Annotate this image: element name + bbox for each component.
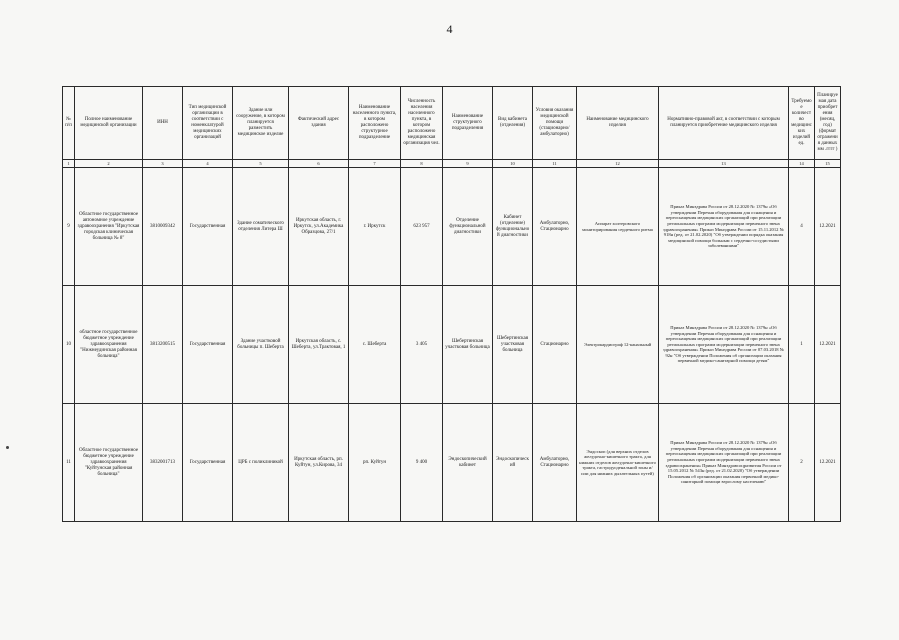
column-header: Условия оказания медицинской помощи (стационарно/амбулаторно) bbox=[533, 87, 577, 160]
column-number: 11 bbox=[533, 160, 577, 168]
device-cell: Электрокардиограф 12-канальный bbox=[577, 286, 659, 404]
column-number: 5 bbox=[233, 160, 289, 168]
column-number: 4 bbox=[183, 160, 233, 168]
column-header: Тип медицинской организации в соответствии с номенклатурой медицинских организаций bbox=[183, 87, 233, 160]
column-number: 12 bbox=[577, 160, 659, 168]
column-number: 3 bbox=[143, 160, 183, 168]
subdivision-cell: Шебертинская участковая больница bbox=[443, 286, 493, 404]
settlement-cell: с. Шеберта bbox=[349, 286, 401, 404]
column-number: 7 bbox=[349, 160, 401, 168]
org-type-cell: Государственная bbox=[183, 286, 233, 404]
population-cell: 3 405 bbox=[401, 286, 443, 404]
table-row bbox=[63, 286, 841, 404]
legal-act-cell: Приказ Минздрава России от 28.12.2020 № 1379н «Об утверждении Перечня оборудования для оснащения и переоснащения медицинских организаций при реализации региональных программ модернизации первичного звена здравоохранения» Приказ Минздрава России от 15.11.2012 № 918н (ред. от 21.02.2020) "Об утверждении порядка оказания медицинской помощи больным с сердечно-сосудистыми заболеваниями" bbox=[659, 168, 789, 286]
device-cell: Эндоскоп (для верхних отделов желудочно-кишечного тракта, для нижних отделов желудочно-кишечного тракта, гастродуоденальной зоны и/или для нижних дыхательных путей) bbox=[577, 404, 659, 522]
settlement-cell: рп. Куйтун bbox=[349, 404, 401, 522]
org-type-cell: Государственная bbox=[183, 404, 233, 522]
organization-cell: Областное государственное автономное учреждение здравоохранения "Иркутская городская клиническая больница № 8" bbox=[75, 168, 143, 286]
column-header: Полное наименование медицинской организации bbox=[75, 87, 143, 160]
building-cell: ЦРБ с поликлиникой bbox=[233, 404, 289, 522]
column-number: 8 bbox=[401, 160, 443, 168]
column-header: Наименование структурного подразделения bbox=[443, 87, 493, 160]
legal-act-cell: Приказ Минздрава России от 28.12.2020 № 1379н «Об утверждении Перечня оборудования для оснащения и переоснащения медицинских организаций при реализации региональных программ модернизации первичного звена здравоохранения» Приказ Минздравсоцразвития России от 15.05.2012 № 543н (ред. от 21.02.2020) "Об утверждении Положения об организации оказания первичной медико-санитарной помощи взрослому населению" bbox=[659, 404, 789, 522]
date-cell: 12.2021 bbox=[815, 286, 841, 404]
scan-speck bbox=[6, 446, 9, 449]
org-type-cell: Государственная bbox=[183, 168, 233, 286]
building-cell: Здание соматического отделения Литера Ш bbox=[233, 168, 289, 286]
page-number: 4 bbox=[446, 22, 453, 36]
device-cell: Аппарат холтеровского мониторирования сердечного ритма bbox=[577, 168, 659, 286]
column-header: Наименование медицинского изделия bbox=[577, 87, 659, 160]
quantity-cell: 4 bbox=[789, 168, 815, 286]
column-header: Вид кабинета (отделения) bbox=[493, 87, 533, 160]
legal-act-cell: Приказ Минздрава России от 28.12.2020 № 1379н «Об утверждении Перечня оборудования для оснащения и переоснащения медицинских организаций при реализации региональных программ модернизации первичного звена здравоохранения» Приказ Минздрава России от 07.03.2018 № 92н "Об утверждении Положения об организации оказания первичной медико-санитарной помощи детям" bbox=[659, 286, 789, 404]
date-cell: 12.2021 bbox=[815, 168, 841, 286]
column-number: 6 bbox=[289, 160, 349, 168]
column-header: Нормативно-правовой акт, в соответствии с которым планируется приобретение медицинского изделия bbox=[659, 87, 789, 160]
table-column-numbers-row bbox=[63, 160, 841, 168]
conditions-cell: Амбулаторно, Стационарно bbox=[533, 404, 577, 522]
column-header: Планируемая дата приобретения (месяц, год) (формат отражения данных мм .гггг ) bbox=[815, 87, 841, 160]
column-number: 10 bbox=[493, 160, 533, 168]
conditions-cell: Амбулаторно, Стационарно bbox=[533, 168, 577, 286]
column-header: № п/п bbox=[63, 87, 75, 160]
table-header-row bbox=[63, 87, 841, 160]
inn-cell: 3810009342 bbox=[143, 168, 183, 286]
row-number-cell: 9 bbox=[63, 168, 75, 286]
column-number: 15 bbox=[815, 160, 841, 168]
column-number: 1 bbox=[63, 160, 75, 168]
column-header: Фактический адрес здания bbox=[289, 87, 349, 160]
building-cell: Здание участковой больницы п. Шеберта bbox=[233, 286, 289, 404]
organization-cell: Областное государственное бюджетное учреждение здравоохранения "Куйтунская районная больница" bbox=[75, 404, 143, 522]
row-number-cell: 11 bbox=[63, 404, 75, 522]
organization-cell: областное государственное бюджетное учреждение здравоохранения "Нижнеудинская районная больница" bbox=[75, 286, 143, 404]
column-number: 9 bbox=[443, 160, 493, 168]
column-number: 14 bbox=[789, 160, 815, 168]
population-cell: 623 957 bbox=[401, 168, 443, 286]
inn-cell: 3832001713 bbox=[143, 404, 183, 522]
column-header: Наименование населенного пункта, в котором расположено структурное подразделение bbox=[349, 87, 401, 160]
conditions-cell: Стационарно bbox=[533, 286, 577, 404]
quantity-cell: 2 bbox=[789, 404, 815, 522]
population-cell: 9 400 bbox=[401, 404, 443, 522]
equipment-table bbox=[62, 86, 841, 522]
column-number: 13 bbox=[659, 160, 789, 168]
settlement-cell: г. Иркутск bbox=[349, 168, 401, 286]
address-cell: Иркутская область, г. Иркутск, ул.Академика Образцова, 27/1 bbox=[289, 168, 349, 286]
quantity-cell: 1 bbox=[789, 286, 815, 404]
date-cell: 12.2021 bbox=[815, 404, 841, 522]
address-cell: Иркутская область, с. Шеберта, ул.Трактовая, 1 bbox=[289, 286, 349, 404]
column-number: 2 bbox=[75, 160, 143, 168]
cabinet-cell: Эндоскопический bbox=[493, 404, 533, 522]
column-header: Требуемое количество медицинских изделий ед. bbox=[789, 87, 815, 160]
column-header: Численность населения населенного пункта, в котором расположено медицинская организация чел. bbox=[401, 87, 443, 160]
column-header: ИНН bbox=[143, 87, 183, 160]
row-number-cell: 10 bbox=[63, 286, 75, 404]
address-cell: Иркутская область, рп. Куйтун, ул.Кирова, 34 bbox=[289, 404, 349, 522]
subdivision-cell: Отделение функциональной диагностики bbox=[443, 168, 493, 286]
subdivision-cell: Эндоскопический кабинет bbox=[443, 404, 493, 522]
cabinet-cell: Шебертинская участковая больница bbox=[493, 286, 533, 404]
table-row bbox=[63, 404, 841, 522]
column-header: Здание или сооружение, в котором планируется разместить медицинское изделие bbox=[233, 87, 289, 160]
table-row bbox=[63, 168, 841, 286]
inn-cell: 3813200515 bbox=[143, 286, 183, 404]
cabinet-cell: Кабинет (отделение) функциональной диагностики bbox=[493, 168, 533, 286]
